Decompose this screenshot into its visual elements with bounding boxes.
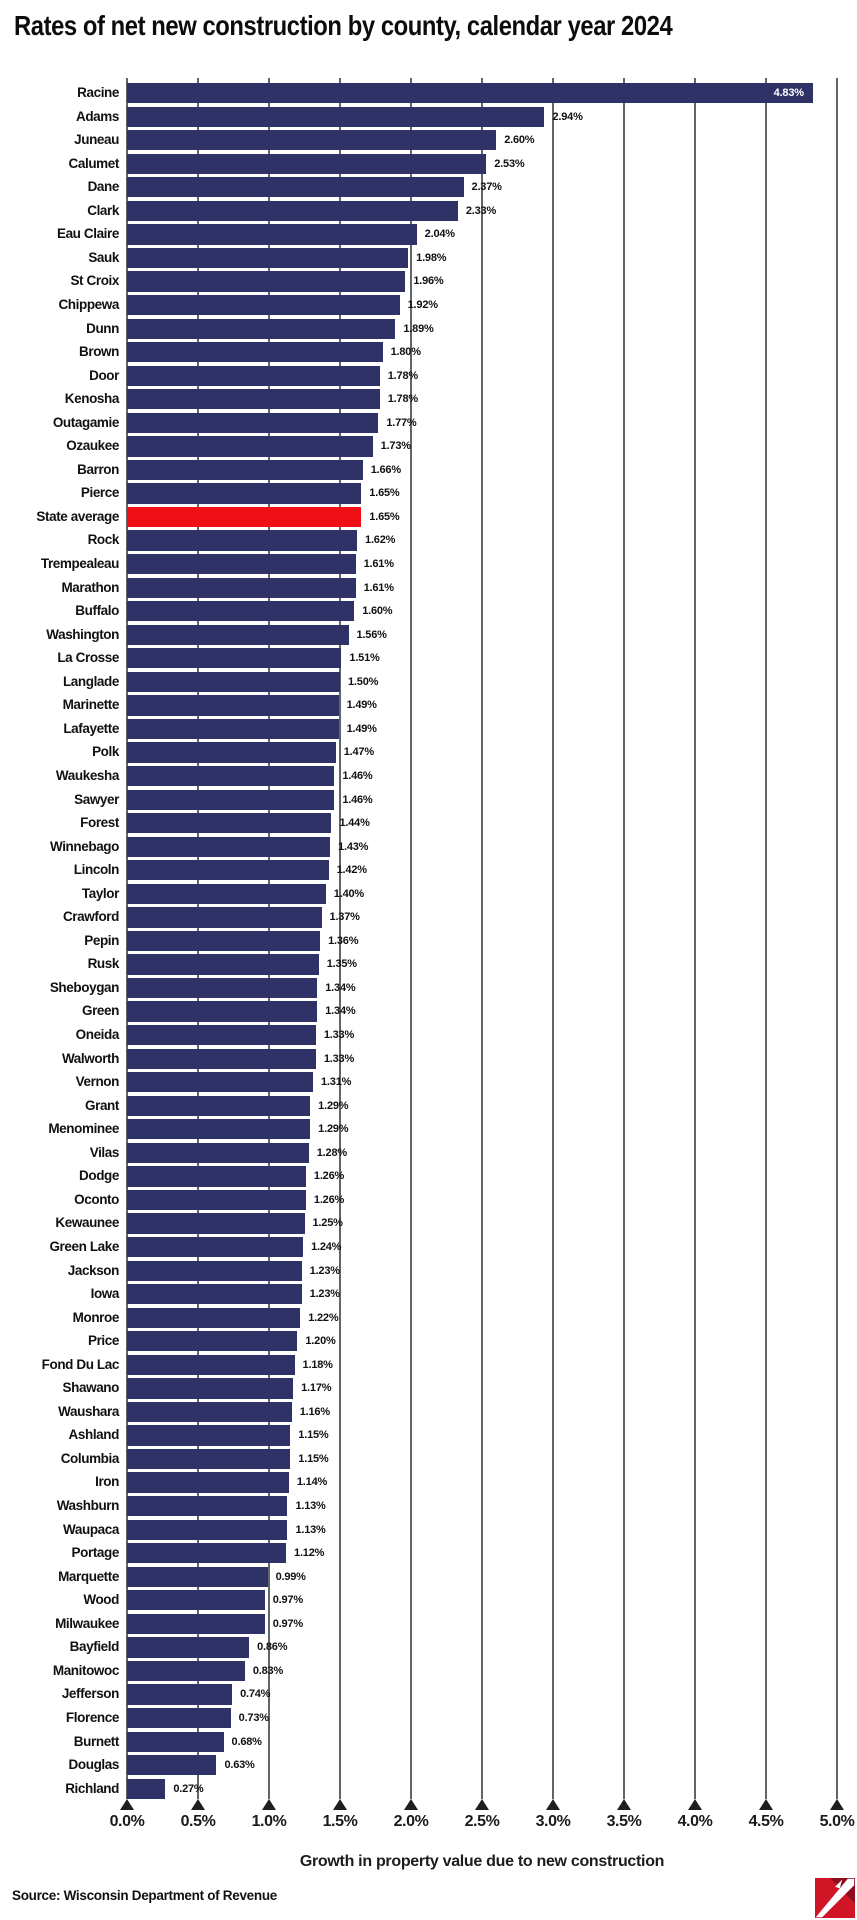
category-label: Iron [95, 1474, 119, 1490]
category-label: Kewaunee [55, 1215, 119, 1231]
bar [127, 860, 329, 880]
bar [127, 554, 356, 574]
bar [127, 1261, 302, 1281]
value-label: 4.83% [773, 87, 804, 99]
category-label: Buffalo [75, 603, 119, 619]
chart-title: Rates of net new construction by county, calendar year 2024 [14, 10, 673, 41]
category-label: Sauk [88, 249, 119, 265]
bar [127, 389, 380, 409]
category-label: Dane [87, 179, 119, 195]
bar [127, 1072, 313, 1092]
x-tick-label: 0.5% [180, 1813, 216, 1830]
gridline [694, 78, 696, 1799]
bar [127, 578, 356, 598]
value-label: 1.36% [328, 934, 359, 947]
value-label: 1.49% [346, 722, 377, 735]
value-label: 1.13% [295, 1500, 326, 1512]
category-label: Waukesha [55, 767, 119, 783]
category-label: Shawano [62, 1380, 119, 1396]
category-label: Wood [83, 1592, 119, 1608]
value-label: 2.04% [424, 228, 455, 241]
value-label: 0.27% [173, 1782, 204, 1795]
value-label: 1.98% [416, 251, 447, 264]
gridline [481, 78, 483, 1799]
value-label: 1.47% [343, 746, 374, 759]
value-label: 1.50% [348, 675, 379, 688]
category-label: La Crosse [57, 650, 119, 666]
bar [127, 1708, 231, 1728]
value-label: 2.37% [471, 181, 502, 194]
value-label: 1.15% [298, 1452, 329, 1465]
bar [127, 1331, 297, 1351]
category-label: Iowa [90, 1286, 119, 1302]
value-label: 2.33% [465, 204, 497, 217]
value-label: 1.18% [302, 1358, 333, 1371]
value-label: 1.34% [325, 1005, 356, 1018]
bar [127, 177, 464, 197]
value-label: 1.65% [369, 510, 400, 523]
category-label: Polk [92, 744, 119, 760]
bar [127, 319, 395, 339]
category-label: Fond Du Lac [41, 1356, 119, 1372]
category-label: Lafayette [63, 720, 119, 736]
axis-tick-triangle [830, 1799, 844, 1810]
bar [127, 1001, 317, 1021]
value-label: 1.56% [356, 628, 387, 641]
bar [127, 1166, 306, 1186]
bar [127, 271, 405, 291]
category-label: Lincoln [73, 862, 119, 878]
category-label: Jefferson [61, 1686, 119, 1702]
bar [127, 460, 363, 480]
bar [127, 366, 380, 386]
x-tick-label: 3.5% [606, 1813, 642, 1830]
bar [127, 1213, 305, 1233]
category-label: Clark [87, 202, 119, 218]
value-label: 1.33% [323, 1029, 355, 1041]
axis-tick-triangle [688, 1799, 702, 1810]
bar [127, 1567, 268, 1587]
bar [127, 601, 354, 621]
value-label: 1.60% [362, 605, 393, 618]
category-label: Oconto [74, 1191, 119, 1207]
x-tick-label: 5.0% [819, 1813, 855, 1830]
value-label: 1.17% [301, 1382, 332, 1395]
category-label: Adams [75, 108, 119, 124]
value-label: 0.83% [252, 1664, 284, 1677]
bar [127, 1614, 265, 1634]
category-label: Columbia [60, 1450, 119, 1466]
bar [127, 1449, 290, 1469]
category-label: Door [89, 367, 119, 383]
value-label: 1.89% [403, 322, 434, 335]
bar [127, 154, 486, 174]
category-label: Eau Claire [56, 226, 119, 242]
x-tick-label: 3.0% [535, 1813, 571, 1830]
bar [127, 107, 544, 127]
value-label: 1.42% [336, 864, 367, 877]
gridline [765, 78, 767, 1799]
gridline [552, 78, 554, 1799]
bar [127, 884, 326, 904]
category-label: Florence [65, 1709, 119, 1725]
category-label: Brown [79, 344, 119, 360]
value-label: 1.14% [296, 1476, 328, 1489]
bar [127, 931, 320, 951]
bar [127, 719, 339, 739]
bar [127, 130, 496, 150]
axis-tick-triangle [546, 1799, 560, 1810]
value-label: 1.20% [305, 1335, 336, 1348]
value-label: 1.49% [346, 699, 377, 712]
category-label: Crawford [62, 909, 119, 925]
category-label: Bayfield [69, 1639, 119, 1655]
highlight-bar [127, 507, 361, 527]
category-label: Rock [87, 532, 119, 548]
x-tick-label: 1.0% [251, 1813, 287, 1830]
value-label: 1.37% [329, 911, 360, 924]
category-label: Price [87, 1333, 119, 1349]
publisher-logo-icon [815, 1878, 855, 1918]
category-label: Oneida [75, 1027, 119, 1042]
value-label: 0.86% [257, 1641, 288, 1654]
source-note: Source: Wisconsin Department of Revenue [12, 1888, 277, 1903]
value-label: 1.40% [333, 887, 364, 900]
value-label: 1.31% [321, 1076, 352, 1089]
bar [127, 954, 319, 974]
axis-tick-triangle [333, 1799, 347, 1810]
value-label: 1.35% [326, 958, 357, 971]
bar [127, 1543, 286, 1563]
value-label: 1.66% [370, 463, 401, 476]
category-label: Trempealeau [40, 556, 119, 571]
category-label: Waupaca [63, 1521, 119, 1537]
category-label: Outagamie [52, 414, 119, 430]
bar [127, 1637, 249, 1657]
bar [127, 1520, 287, 1540]
value-label: 1.33% [323, 1052, 355, 1065]
value-label: 1.22% [308, 1311, 339, 1324]
bar [127, 837, 330, 857]
axis-tick-triangle [617, 1799, 631, 1810]
bar [127, 1308, 300, 1328]
category-label: Calumet [68, 155, 119, 171]
value-label: 1.77% [386, 416, 417, 429]
bar [127, 790, 334, 810]
bar [127, 766, 334, 786]
value-label: 1.46% [342, 769, 373, 782]
bar [127, 224, 417, 244]
value-label: 1.43% [338, 840, 369, 853]
value-label: 1.96% [413, 275, 444, 288]
gridline [836, 78, 838, 1799]
bar [127, 1425, 290, 1445]
bar [127, 695, 339, 715]
bar [127, 1049, 316, 1069]
category-label: Winnebago [49, 838, 119, 854]
bar [127, 672, 340, 692]
category-label: Ozaukee [66, 438, 119, 454]
bar [127, 1590, 265, 1610]
category-label: Taylor [81, 885, 119, 901]
category-label: St Croix [70, 273, 119, 289]
bar [127, 625, 349, 645]
x-tick-label: 4.0% [677, 1813, 713, 1830]
value-label: 1.44% [339, 817, 370, 830]
category-label: Dodge [79, 1168, 119, 1184]
value-label: 0.97% [272, 1594, 303, 1607]
category-label: Dunn [86, 320, 119, 336]
category-label: Marathon [61, 579, 119, 595]
bar [127, 1684, 232, 1704]
category-label: Marquette [58, 1568, 119, 1584]
category-label: Sheboygan [49, 979, 119, 995]
bar [127, 1237, 303, 1257]
value-label: 1.46% [342, 793, 373, 806]
category-label: Green [81, 1003, 119, 1019]
bar [127, 1755, 216, 1775]
bar [127, 436, 373, 456]
gridline [623, 78, 625, 1799]
category-label: Milwaukee [55, 1615, 119, 1631]
bar [127, 978, 317, 998]
bar [127, 295, 400, 315]
value-label: 1.13% [295, 1523, 326, 1536]
value-label: 1.78% [387, 393, 418, 406]
category-label: Walworth [61, 1050, 119, 1066]
category-label: Grant [84, 1097, 119, 1113]
axis-tick-triangle [120, 1799, 134, 1810]
category-label: Racine [77, 85, 119, 100]
category-label: Langlade [62, 673, 119, 689]
value-label: 1.15% [298, 1429, 329, 1442]
x-tick-label: 4.5% [748, 1813, 784, 1830]
bar [127, 201, 458, 221]
category-label: Washburn [56, 1498, 119, 1513]
bar [127, 1143, 309, 1163]
category-label: Barron [77, 461, 119, 477]
axis-tick-triangle [191, 1799, 205, 1810]
category-label: Jackson [67, 1262, 119, 1278]
axis-tick-triangle [759, 1799, 773, 1810]
category-label: Chippewa [58, 296, 119, 312]
value-label: 0.97% [272, 1617, 303, 1630]
x-tick-label: 2.5% [464, 1813, 500, 1830]
value-label: 2.60% [504, 134, 535, 147]
value-label: 1.51% [349, 652, 380, 665]
category-label: Rusk [87, 956, 119, 972]
value-label: 2.53% [494, 157, 525, 170]
value-label: 1.80% [390, 346, 421, 359]
category-label: Pierce [80, 485, 119, 501]
bar [127, 1190, 306, 1210]
category-label: Pepin [84, 932, 119, 948]
category-label: Menominee [48, 1121, 119, 1137]
bar [127, 1779, 165, 1799]
axis-tick-triangle [262, 1799, 276, 1810]
category-label: Green Lake [49, 1238, 119, 1254]
bar [127, 1025, 316, 1045]
value-label: 1.29% [318, 1099, 349, 1112]
category-label: Manitowoc [52, 1662, 119, 1678]
category-label: Kenosha [64, 391, 119, 407]
bar [127, 1378, 293, 1398]
x-tick-label: 0.0% [109, 1813, 145, 1830]
category-label: Portage [71, 1545, 119, 1561]
bar [127, 342, 383, 362]
bar [127, 813, 331, 833]
category-label: Vilas [89, 1144, 119, 1160]
x-tick-label: 2.0% [393, 1813, 429, 1830]
category-label: Monroe [72, 1309, 119, 1325]
bar [127, 1496, 287, 1516]
bar [127, 413, 378, 433]
value-label: 1.61% [363, 581, 394, 594]
bar [127, 1355, 295, 1375]
category-label: Forest [80, 815, 119, 831]
value-label: 2.94% [552, 110, 583, 123]
category-label: Waushara [58, 1403, 119, 1419]
bar [127, 1732, 224, 1752]
value-label: 1.26% [313, 1193, 345, 1206]
bar [127, 1119, 310, 1139]
value-label: 0.99% [275, 1570, 306, 1583]
bar [127, 1472, 289, 1492]
value-label: 1.61% [363, 558, 394, 570]
category-label-state-average: State average [36, 508, 119, 524]
category-label: Burnett [73, 1733, 119, 1749]
value-label: 0.74% [240, 1688, 271, 1701]
bar [127, 248, 408, 268]
category-label: Richland [65, 1780, 119, 1796]
value-label: 1.25% [312, 1217, 343, 1230]
bar [127, 742, 336, 762]
value-label: 1.12% [294, 1547, 325, 1560]
value-label: 0.63% [224, 1759, 255, 1772]
value-label: 0.73% [238, 1711, 269, 1724]
bar [127, 530, 357, 550]
bar [127, 1402, 292, 1422]
category-label: Marinette [62, 697, 119, 713]
x-tick-label: 1.5% [322, 1813, 358, 1830]
value-label: 1.34% [325, 981, 356, 994]
bar [127, 907, 322, 927]
bar [127, 1661, 245, 1681]
value-label: 1.23% [309, 1264, 340, 1277]
value-label: 1.29% [318, 1123, 349, 1136]
category-label: Ashland [68, 1427, 119, 1443]
axis-tick-triangle [475, 1799, 489, 1810]
value-label: 0.68% [231, 1735, 262, 1748]
category-label: Washington [46, 626, 119, 642]
axis-tick-triangle [404, 1799, 418, 1810]
value-label: 1.65% [369, 487, 400, 500]
category-label: Sawyer [74, 791, 119, 807]
bar [127, 648, 341, 668]
bar [127, 483, 361, 503]
value-label: 1.62% [365, 534, 396, 547]
x-axis-label: Growth in property value due to new construction [299, 1853, 665, 1870]
category-label: Juneau [74, 132, 119, 148]
value-label: 1.28% [316, 1146, 347, 1159]
bar [127, 1284, 302, 1304]
value-label: 1.24% [311, 1240, 342, 1253]
value-label: 1.92% [407, 298, 438, 311]
value-label: 1.78% [387, 369, 418, 382]
value-label: 1.26% [313, 1170, 345, 1183]
value-label: 1.73% [380, 440, 411, 453]
value-label: 1.23% [309, 1288, 340, 1301]
category-label: Vernon [75, 1074, 119, 1090]
bar [127, 1096, 310, 1116]
value-label: 1.16% [299, 1405, 330, 1418]
category-label: Douglas [68, 1757, 119, 1773]
